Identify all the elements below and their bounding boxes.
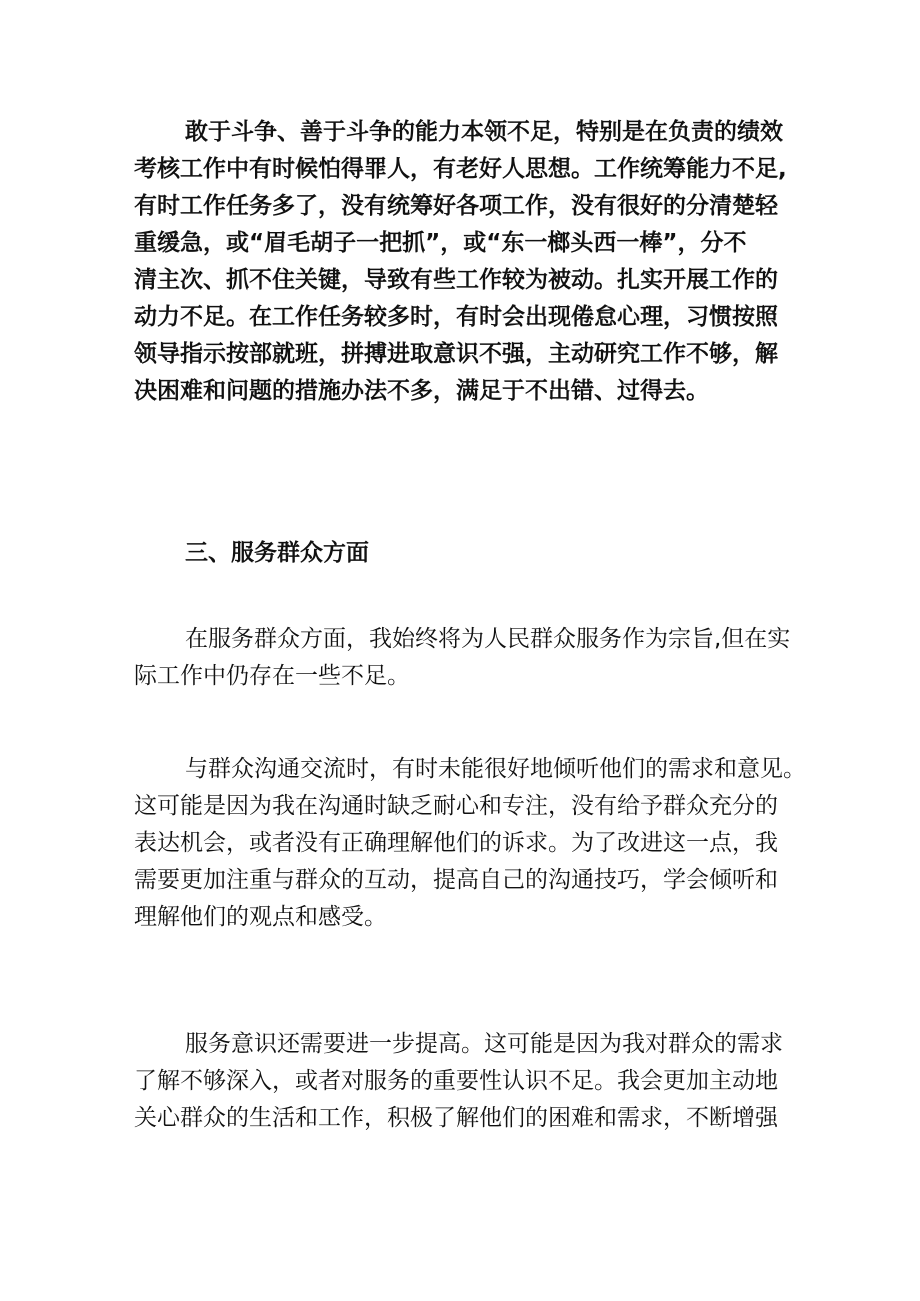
- paragraph-line: 敢于斗争、善于斗争的能力本领不足，特别是在负责的绩效: [185, 119, 783, 145]
- paragraph-line: 这可能是因为我在沟通时缺乏耐心和专注，没有给予群众充分的: [134, 793, 778, 819]
- paragraph-line: 考核工作中有时候怕得罪人，有老好人思想。工作统筹能力不足,: [134, 156, 787, 182]
- paragraph-service-intro: [134, 621, 794, 695]
- paragraph-line: 决困难和问题的措施办法不多，满足于不出错、过得去。: [134, 378, 709, 404]
- paragraph-communication: [134, 751, 806, 936]
- paragraph-line: 需要更加注重与群众的互动，提高自己的沟通技巧，学会倾听和: [134, 867, 778, 893]
- paragraph-line: 动力不足。在工作任务较多时，有时会出现倦怠心理，习惯按照: [134, 304, 778, 330]
- section-heading: [134, 535, 794, 572]
- paragraph-line: 服务意识还需要进一步提高。这可能是因为我对群众的需求: [185, 1031, 783, 1057]
- section-heading-text: 三、服务群众方面: [185, 540, 369, 566]
- paragraph-line: 理解他们的观点和感受。: [134, 904, 387, 930]
- paragraph-line: 在服务群众方面，我始终将为人民群众服务作为宗旨,但在实: [185, 626, 791, 652]
- paragraph-line: 了解不够深入，或者对服务的重要性认识不足。我会更加主动地: [134, 1068, 778, 1094]
- paragraph-line: 清主次、抓不住关键，导致有些工作较为被动。扎实开展工作的: [134, 267, 778, 293]
- paragraph-line: 关心群众的生活和工作，积极了解他们的困难和需求，不断增强: [134, 1105, 778, 1131]
- paragraph-line: 有时工作任务多了，没有统筹好各项工作，没有很好的分清楚轻: [134, 193, 778, 219]
- paragraph-line: 表达机会，或者没有正确理解他们的诉求。为了改进这一点，我: [134, 830, 778, 856]
- paragraph-line: 际工作中仍存在一些不足。: [134, 663, 410, 689]
- paragraph-service-awareness: [134, 1026, 794, 1137]
- paragraph-line: 与群众沟通交流时，有时未能很好地倾听他们的需求和意见。: [185, 756, 806, 782]
- paragraph-line: 领导指示按部就班，拼搏进取意识不强，主动研究工作不够，解: [134, 341, 778, 367]
- paragraph-line: 重缓急，或“眉毛胡子一把抓”，或“东一榔头西一棒”，分不: [134, 230, 747, 256]
- paragraph-ability-shortcomings: [134, 114, 794, 410]
